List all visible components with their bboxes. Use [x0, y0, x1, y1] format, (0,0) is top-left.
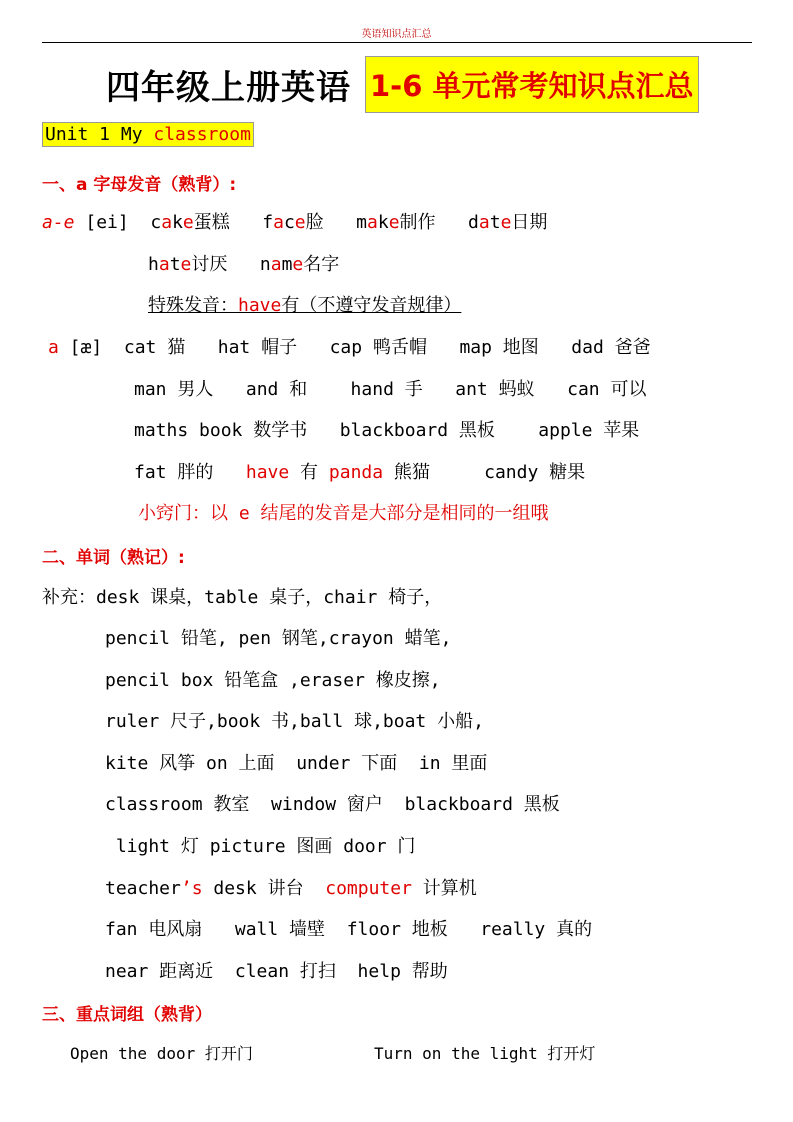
page-header: 英语知识点汇总 — [361, 29, 432, 40]
doc-title — [106, 56, 699, 112]
word-line: fan 电风扇 wall 墙壁 floor 地板 really 真的 — [105, 919, 593, 940]
word-name: name名字 — [259, 254, 340, 275]
word-line: light 灯 picture 图画 door 门 — [105, 836, 416, 857]
ae-ipa: [ei] — [74, 212, 151, 233]
word-line: ruler 尺子,book 书,ball 球,boat 小船, — [105, 711, 484, 732]
phonics-ae-row2 — [148, 250, 339, 276]
phonics-a-row2: man 男人 and 和 hand 手 ant 蚂蚁 can 可以 — [134, 379, 647, 400]
phonics-a-row4: fat 胖的 have 有 panda 熊猫 candy 糖果 — [134, 462, 586, 483]
phonics-a-row1: a [æ] cat 猫 hat 帽子 cap 鸭舌帽 map 地图 dad 爸爸 — [48, 337, 651, 358]
section-1-heading: 一、a 字母发音（熟背）: — [42, 175, 237, 195]
word-line: pencil box 铅笔盒 ,eraser 橡皮擦, — [105, 670, 441, 691]
title-main: 四年级上册英语 — [106, 67, 351, 108]
header-rule — [42, 42, 752, 43]
word-line: classroom 教室 window 窗户 blackboard 黑板 — [105, 794, 560, 815]
word-line-teacher: teacher’s desk 讲台 computer 计算机 — [105, 878, 477, 899]
word-face: face脸 — [262, 212, 357, 233]
word-line: kite 风筝 on 上面 under 下面 in 里面 — [105, 753, 488, 774]
section-2-heading: 二、单词（熟记）: — [42, 548, 185, 568]
title-highlight: 1-6 单元常考知识点汇总 — [365, 56, 699, 113]
section-3-heading: 三、重点词组（熟背） — [42, 1005, 212, 1025]
unit-heading — [42, 122, 254, 147]
special-pronunciation: 特殊发音：have有（不遵守发音规律） — [148, 295, 462, 316]
tip-text: 小窍门：以 e 结尾的发音是大部分是相同的一组哦 — [138, 503, 549, 524]
ae-label: a-e — [42, 212, 75, 233]
a-ipa: [æ] — [58, 337, 124, 358]
word-make: make制作 — [356, 212, 469, 233]
unit-prefix: Unit 1 My — [45, 124, 154, 145]
phrase-turn-on-light: Turn on the light 打开灯 — [374, 1044, 596, 1063]
a-label: a — [48, 337, 59, 358]
word-hate: hate讨厌 — [148, 254, 260, 275]
word-line: 补充：desk 课桌，table 桌子，chair 椅子， — [42, 587, 443, 608]
word-line: pencil 铅笔, pen 钢笔,crayon 蜡笔, — [105, 628, 452, 649]
word-cake: cake蛋糕 — [150, 212, 263, 233]
phrase-open-door: Open the door 打开门 — [70, 1044, 253, 1063]
special-word: have — [238, 295, 282, 316]
word-date: date日期 — [468, 212, 548, 233]
phonics-a-row3: maths book 数学书 blackboard 黑板 apple 苹果 — [134, 420, 640, 441]
unit-topic: classroom — [153, 124, 251, 145]
phonics-ae-row1 — [42, 208, 547, 234]
word-line: near 距离近 clean 打扫 help 帮助 — [105, 961, 448, 982]
